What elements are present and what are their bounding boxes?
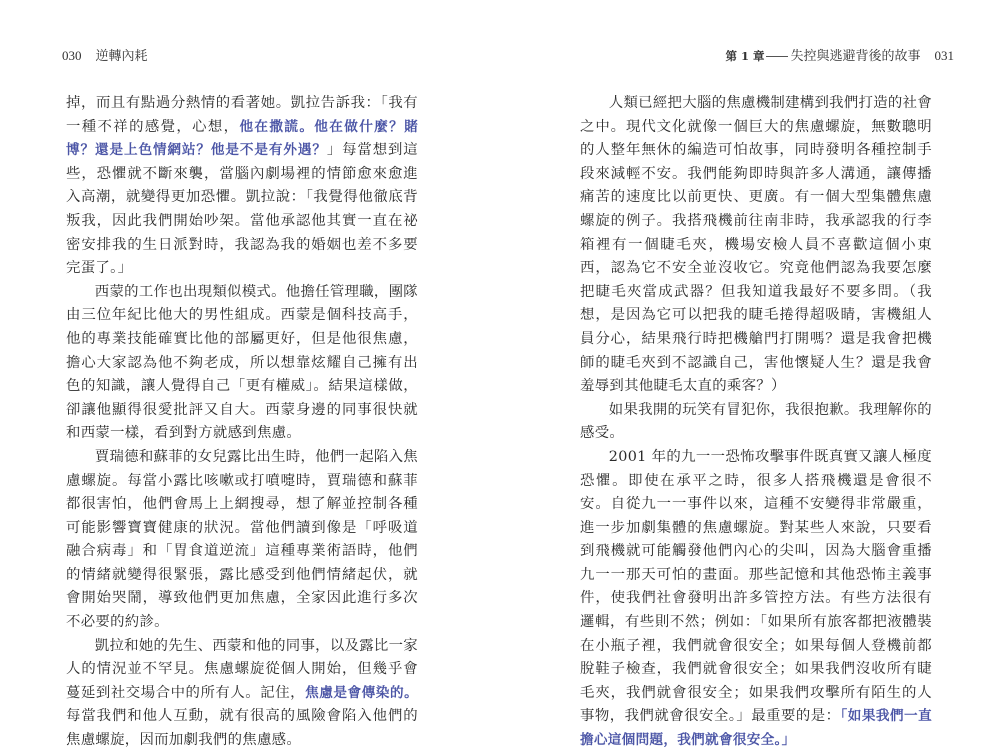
- body-text: 」每當想到這些，恐懼就不斷來襲，當腦內劇場裡的情節愈來愈進入高潮，就變得更加恐懼。凱拉說：「我覺得他徹底背叛我，因此我們開始吵架。當他承認他其實一直在祕密安排我的生日派對時，我認為我的婚姻也差不多要完蛋了。」: [66, 142, 418, 277]
- book-title: 逆轉內耗: [95, 49, 148, 64]
- body-text: 掉，而且有點過分熱情的看著她。凱拉告訴我：「我有一種不祥的感覺，心想，: [66, 95, 418, 135]
- chapter-label: 第 1 章: [725, 49, 765, 63]
- highlighted-text: 焦慮是會傳染的。: [305, 684, 418, 701]
- body-text: 2001 年的九一一恐怖攻擊事件既真實又讓人極度恐懼。即使在承平之時，很多人搭飛機還是會很不安。自從九一一事件以來，這種不安變得非常嚴重，進一步加劇集體的焦慮螺旋。對某些人來說，只要看到飛機就可能觸發他們內心的尖叫，因為大腦會重播九一一那天可怕的畫面。那些記憶和其他恐怖主義事件，使我們社會發明出許多管控方法。有些方法很有邏輯，有些則不然；例如：「如果所有旅客都把液體裝在小瓶子裡，我們就會很安全；如果每個人登機前都脫鞋子檢查，我們就會很安全；如果我們沒收所有睫毛夾，我們就會很安全；如果我們攻擊所有陌生的人事物，我們就會很安全。」最重要的是：: [580, 448, 932, 725]
- body-text: 每當我們和他人互動，就有很高的風險會陷入他們的焦慮螺旋，因而加劇我們的焦慮感。: [66, 708, 418, 749]
- paragraph: [580, 446, 932, 753]
- left-page: [0, 0, 500, 749]
- highlighted-text: 「如果我們一直擔心這個問題，我們就會很安全。」: [580, 708, 932, 749]
- paragraph: [66, 281, 418, 446]
- body-text: 賈瑞德和蘇菲的女兒露比出生時，他們一起陷入焦慮螺旋。每當小露比咳嗽或打噴嚏時，賈瑞德和蘇菲都很害怕，他們會馬上上網搜尋，想了解並控制各種可能影響寶寶健康的狀況。當他們讀到像是「呼吸道融合病毒」和「胃食道逆流」這種專業術語時，他們的情緒就變得很緊張，露比感受到他們情緒起伏，就會開始哭鬧，導致他們更加焦慮，全家因此進行多次不必要的約診。: [66, 448, 418, 631]
- header-dash: [766, 56, 788, 57]
- right-page-number: 031: [934, 48, 954, 63]
- left-page-body: [66, 92, 418, 753]
- right-running-header: [725, 45, 954, 64]
- paragraph: [66, 635, 418, 753]
- paragraph: [580, 399, 932, 446]
- left-running-header: [62, 45, 148, 64]
- paragraph: [66, 446, 418, 635]
- body-text: 如果我開的玩笑有冒犯你，我很抱歉。我理解你的感受。: [580, 401, 932, 442]
- body-text: 凱拉和她的先生、西蒙和他的同事，以及露比一家人的情況並不罕見。焦慮螺旋從個人開始，但幾乎會蔓延到社交場合中的所有人。記住，: [66, 637, 418, 701]
- highlighted-text: 他在撒謊。他在做什麼？賭博？還是上色情網站？他是不是有外遇？: [66, 118, 418, 159]
- body-text: 西蒙的工作也出現類似模式。他擔任管理職，團隊由三位年紀比他大的男性組成。西蒙是個科技高手，他的專業技能確實比他的部屬更好，但是他很焦慮，擔心大家認為他不夠老成，所以想靠炫耀自己擁有出色的知識，讓人覺得自己「更有權威」。結果這樣做，卻讓他顯得很愛批評又自大。西蒙身邊的同事很快就和西蒙一樣，看到對方就感到焦慮。: [66, 283, 418, 442]
- paragraph: [66, 92, 418, 281]
- right-page-body: [580, 92, 932, 753]
- chapter-title: 失控與逃避背後的故事: [790, 49, 921, 64]
- paragraph: [580, 92, 932, 399]
- body-text: 人類已經把大腦的焦慮機制建構到我們打造的社會之中。現代文化就像一個巨大的焦慮螺旋，無數聰明的人整年無休的編造可怕故事，同時發明各種控制手段來減輕不安。我們能夠即時與許多人溝通，讓傳播痛苦的速度比以前更快、更廣。有一個大型集體焦慮螺旋的例子。我搭飛機前往南非時，我承認我的行李箱裡有一個睫毛夾，機場安檢人員不喜歡這個小東西，認為它不安全並沒收它。究竟他們認為我要怎麼把睫毛夾當成武器？但我知道我最好不要多問。（我想，是因為它可以把我的睫毛捲得超吸睛，害機組人員分心，結果飛行時把機艙門打開嗎？還是我會把機師的睫毛夾到不認識自己，害他懷疑人生？還是我會羞辱到其他睫毛太直的乘客？）: [580, 95, 932, 395]
- left-page-number: 030: [62, 48, 82, 63]
